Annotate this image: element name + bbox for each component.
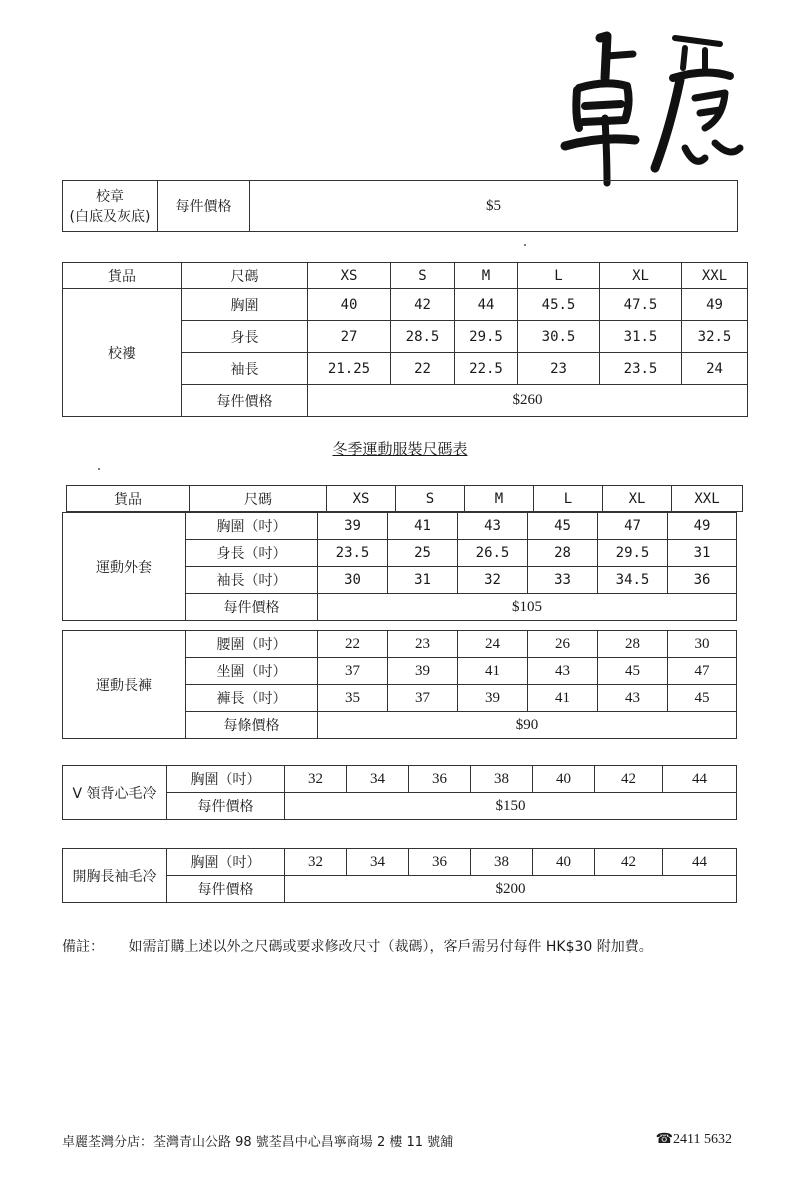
header-size-xxl: XXL [682, 263, 748, 289]
cell: 35 [318, 685, 388, 712]
cell: 29.5 [455, 321, 518, 353]
cell: 24 [458, 631, 528, 658]
cell: 38 [471, 849, 533, 876]
telephone-icon: ☎ [655, 1132, 674, 1147]
cell: 42 [391, 289, 455, 321]
header-row [67, 486, 743, 512]
cell: 42 [595, 849, 663, 876]
cell: 28.5 [391, 321, 455, 353]
price-label: 每條價格 [186, 712, 318, 739]
header-size-m: M [465, 486, 534, 512]
cell: 28 [598, 631, 668, 658]
remark-text: 如需訂購上述以外之尺碼或要求修改尺寸（裁碼），客戶需另付每件 HK$30 附加費。 [128, 939, 653, 955]
header-size-xl: XL [600, 263, 682, 289]
cell: 27 [308, 321, 391, 353]
row-label: 身長 [182, 321, 308, 353]
price-label: 每件價格 [167, 793, 285, 820]
header-item: 貨品 [63, 263, 182, 289]
section-title-text: 冬季運動服裝尺碼表 [332, 440, 468, 458]
remark-label: 備註： [62, 939, 104, 955]
row-label: 褲長（吋） [186, 685, 318, 712]
header-size: 尺碼 [190, 486, 327, 512]
cell: 23 [518, 353, 600, 385]
sports-header-table [66, 485, 743, 512]
cell: 23.5 [318, 540, 388, 567]
cell: 30.5 [518, 321, 600, 353]
cell: 31 [388, 567, 458, 594]
sports-pants-size-table [62, 630, 737, 739]
cell: 28 [528, 540, 598, 567]
cell: 31.5 [600, 321, 682, 353]
cell: 43 [528, 658, 598, 685]
badge-item-name: 校章 [96, 189, 124, 205]
cell: 47.5 [600, 289, 682, 321]
section-title [0, 438, 800, 459]
item-name: 校褸 [63, 289, 182, 417]
cell: 34 [347, 766, 409, 793]
cell: 29.5 [598, 540, 668, 567]
cardigan-size-table [62, 848, 737, 903]
price-label: 每件價格 [186, 594, 318, 621]
cell: 41 [388, 513, 458, 540]
price-label: 每件價格 [167, 876, 285, 903]
row-label: 身長（吋） [186, 540, 318, 567]
cell: 30 [668, 631, 737, 658]
row-label: 袖長（吋） [186, 567, 318, 594]
cell: 44 [663, 766, 737, 793]
cell: 22 [318, 631, 388, 658]
header-size-s: S [391, 263, 455, 289]
cell: 39 [388, 658, 458, 685]
cell: 47 [668, 658, 737, 685]
cell: 34 [347, 849, 409, 876]
header-size-s: S [396, 486, 465, 512]
row-label: 腰圍（吋） [186, 631, 318, 658]
footer [62, 1131, 732, 1150]
cell: 30 [318, 567, 388, 594]
phone-number: 2411 5632 [673, 1132, 732, 1147]
cell: 21.25 [308, 353, 391, 385]
table-row [63, 513, 737, 540]
header-size-xs: XS [327, 486, 396, 512]
cell: 43 [458, 513, 528, 540]
cell: 37 [388, 685, 458, 712]
header-size-xxl: XXL [672, 486, 743, 512]
header-size: 尺碼 [182, 263, 308, 289]
cell: 32 [285, 766, 347, 793]
item-name: V 領背心毛冷 [63, 766, 167, 820]
cell: 23.5 [600, 353, 682, 385]
header-size-l: L [534, 486, 603, 512]
cell: 31 [668, 540, 737, 567]
header-item: 貨品 [67, 486, 190, 512]
price-value: $90 [318, 712, 737, 739]
school-jacket-size-table [62, 262, 748, 417]
row-label: 胸圍（吋） [186, 513, 318, 540]
price-label: 每件價格 [182, 385, 308, 417]
cell: 36 [409, 766, 471, 793]
store-address: 卓麗荃灣分店：荃灣青山公路 98 號荃昌中心昌寧商場 2 樓 11 號舖 [62, 1135, 454, 1150]
sports-jacket-size-table [62, 512, 737, 621]
cell: 26 [528, 631, 598, 658]
phone-contact [656, 1131, 732, 1148]
header-size-xl: XL [603, 486, 672, 512]
cell: 44 [663, 849, 737, 876]
row-label: 袖長 [182, 353, 308, 385]
cell: 25 [388, 540, 458, 567]
price-value: $200 [285, 876, 737, 903]
price-value: $260 [308, 385, 748, 417]
remark [62, 936, 653, 956]
cell: 44 [455, 289, 518, 321]
row-label: 坐圍（吋） [186, 658, 318, 685]
row-label: 胸圍 [182, 289, 308, 321]
cell: 38 [471, 766, 533, 793]
cell: 22.5 [455, 353, 518, 385]
cell: 32 [458, 567, 528, 594]
cell: 45.5 [518, 289, 600, 321]
item-name: 運動外套 [63, 513, 186, 621]
item-name: 開胸長袖毛冷 [63, 849, 167, 903]
cell: 33 [528, 567, 598, 594]
scan-speck [98, 468, 100, 470]
cell: 49 [682, 289, 748, 321]
cell: 45 [668, 685, 737, 712]
price-value: $150 [285, 793, 737, 820]
cell: 45 [528, 513, 598, 540]
cell: 40 [308, 289, 391, 321]
cell: 41 [528, 685, 598, 712]
table-row [63, 849, 737, 876]
cell: 36 [409, 849, 471, 876]
row-label: 胸圍（吋） [167, 849, 285, 876]
cell: 32 [285, 849, 347, 876]
cell: 23 [388, 631, 458, 658]
cell: 34.5 [598, 567, 668, 594]
cell: 41 [458, 658, 528, 685]
cell: 40 [533, 849, 595, 876]
item-name: 運動長褲 [63, 631, 186, 739]
cell: 42 [595, 766, 663, 793]
cell: 45 [598, 658, 668, 685]
cell: 49 [668, 513, 737, 540]
cell: 43 [598, 685, 668, 712]
cell: 32.5 [682, 321, 748, 353]
badge-price: $5 [250, 181, 738, 232]
vneck-vest-size-table [62, 765, 737, 820]
row-label: 胸圍（吋） [167, 766, 285, 793]
table-row [63, 289, 748, 321]
cell: 40 [533, 766, 595, 793]
badge-item-cell [63, 181, 158, 232]
header-size-xs: XS [308, 263, 391, 289]
cell: 22 [391, 353, 455, 385]
cell: 26.5 [458, 540, 528, 567]
table-row [63, 631, 737, 658]
price-value: $105 [318, 594, 737, 621]
header-size-l: L [518, 263, 600, 289]
cell: 39 [458, 685, 528, 712]
cell: 39 [318, 513, 388, 540]
header-row [63, 263, 748, 289]
table-row [63, 766, 737, 793]
badge-price-label: 每件價格 [158, 181, 250, 232]
header-size-m: M [455, 263, 518, 289]
brand-logo-calligraphy [555, 18, 745, 188]
cell: 36 [668, 567, 737, 594]
badge-price-table [62, 180, 738, 232]
badge-item-variant: (白底及灰底) [69, 209, 151, 225]
cell: 37 [318, 658, 388, 685]
cell: 47 [598, 513, 668, 540]
scan-speck [524, 244, 526, 246]
cell: 24 [682, 353, 748, 385]
